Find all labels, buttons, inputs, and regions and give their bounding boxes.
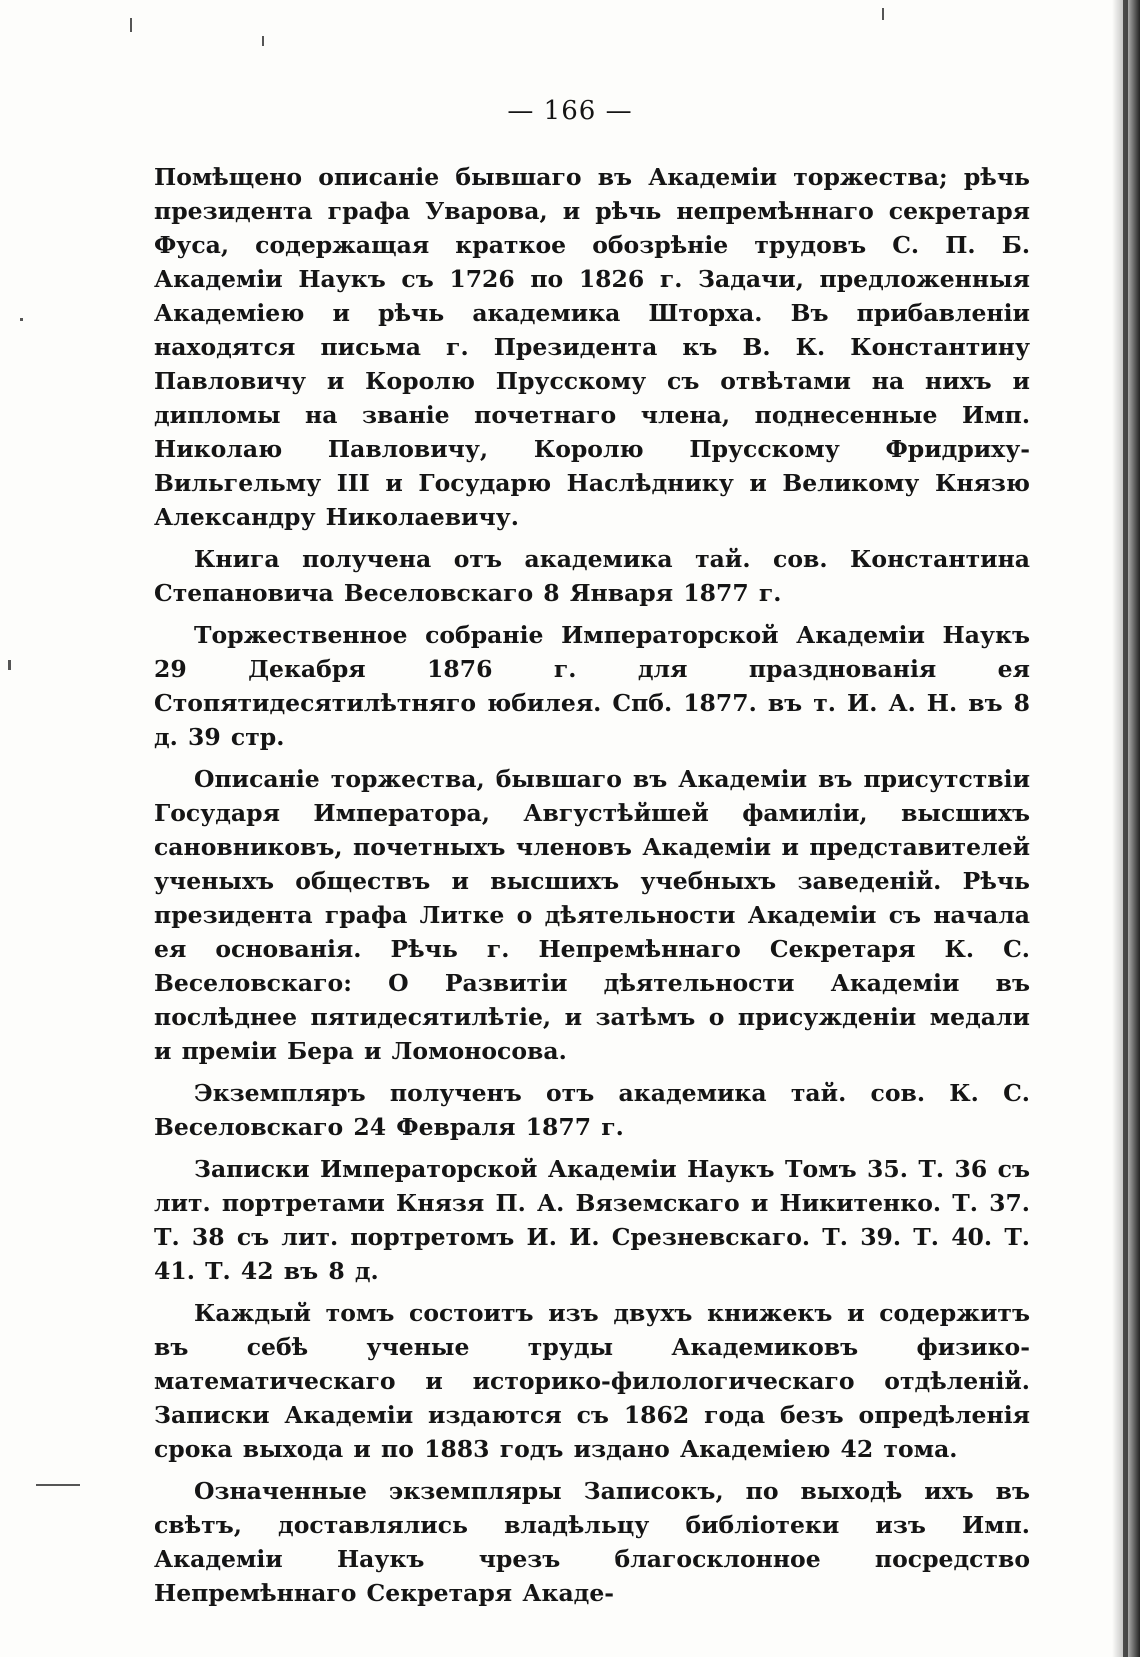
- paragraph-text: Книга получена отъ академика тай. сов. Константина Степановича Веселовскаго 8 Января 1877 г.: [154, 545, 1030, 607]
- scan-speck: [8, 660, 11, 670]
- paragraph-text: Императорской Академіи Наукъ Томъ 35. Т. 36 съ лит. портретами Князя П. А. Вяземскаго и Никитенко. Т. 37. Т. 38 съ лит. портретомъ И. И. Срезневскаго. Т. 39. Т. 40. Т. 41. Т. 42 въ 8 д.: [154, 1155, 1030, 1285]
- paragraph-text: Экземпляръ полученъ отъ академика тай. сов. К. С. Веселовскаго 24 Февраля 1877 г.: [154, 1079, 1030, 1141]
- scan-speck: [882, 8, 884, 20]
- paragraph: [154, 1152, 1030, 1288]
- paragraph: [154, 542, 1030, 610]
- paragraph-text: Помѣщено описаніе бывшаго въ Академіи торжества; рѣчь президента графа Уварова, и рѣчь непремѣннаго секретаря Фуса, содержащая краткое обозрѣніе трудовъ С. П. Б. Академіи Наукъ съ 1726 по 1826 г. Задачи, предложенныя Академіею и рѣчь академика Шторха. Въ прибавленіи находятся письма г. Президента къ В. К. Константину Павловичу и Королю Прусскому съ отвѣтами на нихъ и дипломы на званіе почетнаго члена, поднесенные Имп. Николаю Павловичу, Королю Прусскому Фридриху-Вильгельму III и Государю Наслѣднику и Великому Князю Александру Николаевичу.: [154, 163, 1030, 531]
- paragraph: [154, 618, 1030, 754]
- paragraph-text: Каждый томъ состоитъ изъ двухъ книжекъ и содержитъ въ себѣ ученые труды Академиковъ физико-математическаго и историко-филологическаго отдѣленій. Записки Академіи издаются съ 1862 года безъ опредѣленія срока выхода и по 1883 годъ издано Академіею 42 тома.: [154, 1299, 1030, 1463]
- scan-speck: [36, 1484, 80, 1486]
- paragraph-text: Означенные экземпляры Записокъ, по выходѣ ихъ въ свѣтъ, доставлялись владѣльцу библіотеки изъ Имп. Академіи Наукъ чрезъ благосклонное посредство Непремѣннаго Секретаря Акаде-: [154, 1477, 1030, 1607]
- paragraph: [154, 1296, 1030, 1466]
- page-number: — 166 —: [507, 96, 633, 126]
- paragraph: [154, 1076, 1030, 1144]
- paragraph: [154, 762, 1030, 1068]
- paragraph: [154, 1474, 1030, 1610]
- scan-speck: [262, 36, 264, 46]
- paragraph-text: собраніе Императорской Академіи Наукъ 29 Декабря 1876 г. для празднованія ея Стопятидесятилѣтняго юбилея. Спб. 1877. въ т. И. А. Н. въ 8 д. 39 стр.: [154, 621, 1030, 751]
- scan-speck: [130, 18, 132, 32]
- paragraph-text: Описаніе торжества, бывшаго въ Академіи въ присутствіи Государя Императора, Августѣйшей фамиліи, высшихъ сановниковъ, почетныхъ членовъ Академіи и представителей ученыхъ обществъ и высшихъ учебныхъ заведеній. Рѣчь президента графа Литке о дѣятельности Академіи съ начала ея основанія. Рѣчь г. Непремѣннаго Секретаря К. С. Веселовскаго: О Развитіи дѣятельности Академіи въ послѣднее пятидесятилѣтіе, и затѣмъ о присужденіи медали и преміи Бера и Ломоносова.: [154, 765, 1030, 1065]
- page-edge-line: [1123, 0, 1128, 1657]
- scan-speck: [20, 318, 23, 321]
- paragraph-lead: Торжественное: [194, 621, 408, 649]
- paragraph: [154, 160, 1030, 534]
- body-text: [154, 160, 1030, 1618]
- paragraph-lead: Записки: [194, 1155, 310, 1183]
